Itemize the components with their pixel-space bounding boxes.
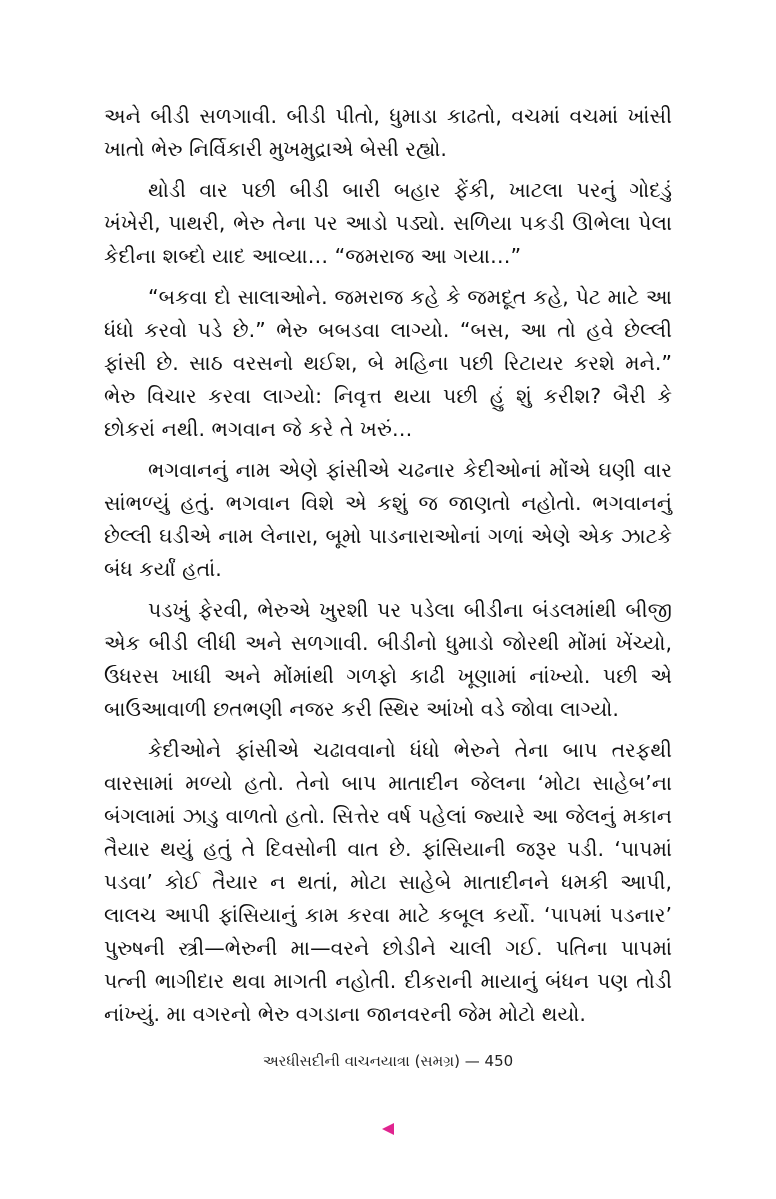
paragraph-2: થોડી વાર પછી બીડી બારી બહાર ફેંકી, ખાટલા પરનું ગોદડું ખંખેરી, પાથરી, ભેરુ તેના પર આડો પડ્યો. સળિયા પકડી ઊભેલા પેલા કેદીના શબ્દો યાદ આવ્યા… “જમરાજ આ ગયા…” [104,178,672,268]
triangle-left-icon [381,1122,395,1136]
page-body-text [104,100,672,1039]
page-footer [0,1052,776,1070]
paragraph-6: કેદીઓને ફાંસીએ ચઢાવવાનો ધંધો ભેરુને તેના બાપ તરફથી વારસામાં મળ્યો હતો. તેનો બાપ માતાદીન જેલના ‘મોટા સાહેબ’ના બંગલામાં ઝાડુ વાળતો હતો. સિત્તેર વર્ષ પહેલાં જ્યારે આ જેલનું મકાન તૈયાર થયું હતું તે દિવસોની વાત છે. ફાંસિયાની જરૂર પડી. ‘પાપમાં પડવા’ કોઈ તૈયાર ન થતાં, મોટા સાહેબે માતાદીનને ધમકી આપી, લાલચ આપી ફાંસિયાનું કામ કરવા માટે કબૂલ કર્યો. ‘પાપમાં પડનાર’ પુરુષની સ્ત્રી—ભેરુની મા—વરને છોડીને ચાલી ગઈ. પતિના પાપમાં પત્ની ભાગીદાર થવા માગતી નહોતી. દીકરાની માયાનું બંધન પણ તોડી નાંખ્યું. મા વગરનો ભેરુ વગડાના જાનવરની જેમ મોટો થયો. [104,738,672,1026]
paragraph-3: “બકવા દો સાલાઓને. જમરાજ કહે કે જમદૂત કહે, પેટ માટે આ ધંધો કરવો પડે છે.” ભેરુ બબડવા લાગ્યો. “બસ, આ તો હવે છેલ્લી ફાંસી છે. સાઠ વરસનો થઈશ, બે મહિના પછી રિટાયર કરશે મને.” ભેરુ વિચાર કરવા લાગ્યો: નિવૃત્ત થયા પછી હું શું કરીશ? બૈરી કે છોકરાં નથી. ભગવાન જે કરે તે ખરું… [104,285,672,441]
paragraph-4: ભગવાનનું નામ એણે ફાંસીએ ચઢનાર કેદીઓનાં મોંએ ઘણી વાર સાંભળ્યું હતું. ભગવાન વિશે એ કશું જ જાણતો નહોતો. ભગવાનનું છેલ્લી ઘડીએ નામ લેનારા, બૂમો પાડનારાઓનાં ગળાં એણે એક ઝાટકે બંધ કર્યાં હતાં. [104,458,672,581]
footer-book-title: અરધીસદીની વાચનયાત્રા (સમગ્ર) [262,1052,460,1070]
previous-page-button[interactable] [381,1122,395,1136]
footer-separator: — [464,1052,480,1070]
footer-page-number: 450 [484,1052,514,1070]
paragraph-5: પડખું ફેરવી, ભેરુએ ખુરશી પર પડેલા બીડીના બંડલમાંથી બીજી એક બીડી લીધી અને સળગાવી. બીડીનો ધુમાડો જોરથી મોંમાં ખેંચ્યો, ઉધરસ ખાધી અને મોંમાંથી ગળફો કાઢી ખૂણામાં નાંખ્યો. પછી એ બાઉઆવાળી છતભણી નજર કરી સ્થિર આંખો વડે જોવા લાગ્યો. [104,598,672,721]
paragraph-1: અને બીડી સળગાવી. બીડી પીતો, ધુમાડા કાઢતો, વચમાં વચમાં ખાંસી ખાતો ભેરુ નિર્વિકારી મુખમુદ્રાએ બેસી રહ્યો. [104,104,672,161]
